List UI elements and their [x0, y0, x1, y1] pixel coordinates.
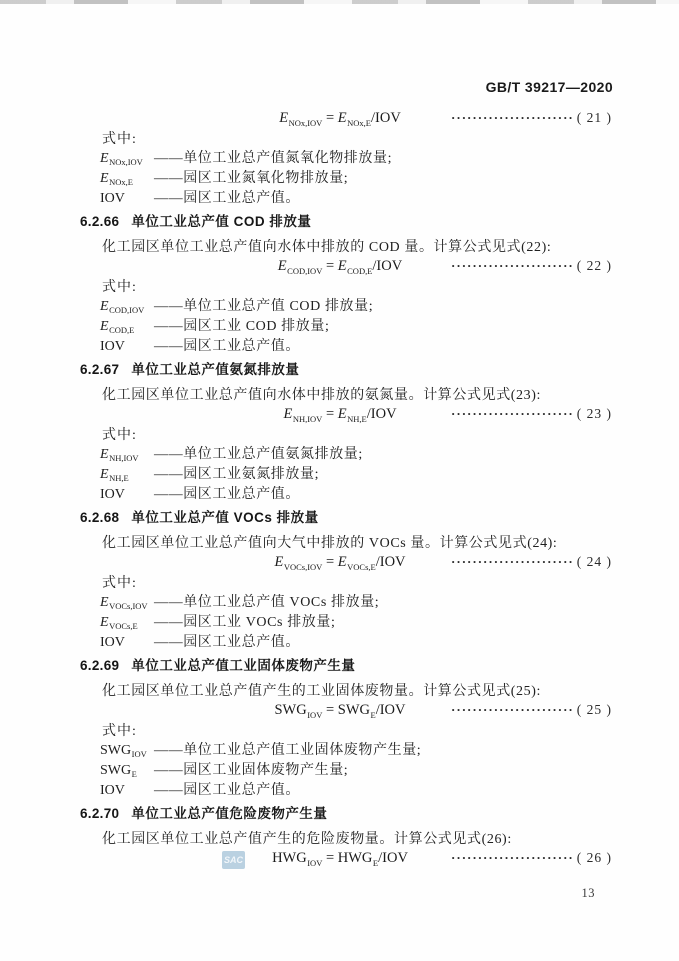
formula-text: /IOV [372, 258, 403, 274]
formula-text: IOV [100, 783, 125, 798]
where-label: 式中: [102, 428, 137, 443]
section-title: 单位工业总产值 COD 排放量 [131, 214, 312, 230]
section-heading [80, 805, 612, 823]
definition-term [100, 616, 154, 631]
definition-description: ——园区工业总产值。 [154, 487, 300, 502]
definition-row [100, 337, 612, 357]
definition-description: ——单位工业总产值工业固体废物产生量; [154, 743, 422, 758]
section-number: 6.2.66 [80, 214, 120, 230]
equation-number: ( 23 ) [576, 406, 612, 421]
definition-row [100, 317, 612, 337]
section-number: 6.2.68 [80, 510, 120, 526]
variable-subscript: COD,IOV [287, 265, 323, 276]
section-heading [80, 213, 612, 231]
variable-base: E [279, 110, 289, 126]
variable-base: E [337, 554, 347, 570]
formula [279, 111, 401, 127]
content [80, 109, 612, 871]
variable-subscript: COD,E [109, 325, 135, 335]
section-title: 单位工业总产值氨氮排放量 [131, 362, 300, 378]
definition-row [100, 149, 612, 169]
formula-text: IOV [100, 339, 125, 354]
section-title: 单位工业总产值危险废物产生量 [131, 806, 328, 822]
formula-variable [100, 467, 129, 482]
definition-description: ——园区工业总产值。 [154, 339, 300, 354]
formula-text: /IOV [375, 554, 406, 570]
formula-text: IOV [100, 635, 125, 650]
variable-base: E [100, 170, 109, 186]
where-label: 式中: [102, 280, 137, 295]
variable-subscript: VOCs,IOV [109, 601, 148, 611]
definition-description: ——园区工业氨氮排放量; [154, 467, 320, 482]
variable-base: E [100, 614, 109, 630]
section-title: 单位工业总产值工业固体废物产生量 [131, 658, 356, 674]
variable-subscript: NH,IOV [292, 413, 323, 424]
formula-text: /IOV [378, 850, 408, 866]
formula-row [80, 849, 612, 869]
where-label: 式中: [102, 132, 137, 147]
formula [283, 407, 396, 423]
equation-leader [451, 851, 612, 866]
section-number: 6.2.69 [80, 658, 120, 674]
formula-variable [100, 595, 148, 610]
variable-base: SWG [100, 742, 132, 758]
formula [278, 259, 402, 275]
formula-variable [100, 763, 137, 778]
formula [274, 555, 405, 571]
variable-base: E [277, 258, 287, 274]
definition-term [100, 172, 154, 187]
equation-leader [451, 111, 612, 126]
equation-leader [451, 555, 612, 570]
formula-variable [338, 258, 373, 274]
variable-base: SWG [337, 702, 370, 718]
definition-description: ——园区工业 COD 排放量; [154, 319, 330, 334]
variable-base: HWG [337, 850, 373, 866]
definition-row [100, 485, 612, 505]
formula-variable [338, 406, 367, 422]
definition-description: ——园区工业氮氧化物排放量; [154, 171, 349, 186]
definition-paragraph: 化工园区单位工业总产值产生的危险废物量。计算公式见式(26): [102, 832, 512, 847]
formula-variable [338, 554, 376, 570]
section-number: 6.2.70 [80, 806, 120, 822]
formula [274, 703, 405, 719]
page-number: 13 [581, 886, 595, 900]
definition-term [100, 340, 154, 354]
variable-base: E [337, 406, 347, 422]
formula-variable [100, 299, 144, 314]
definition-term [100, 636, 154, 650]
section-heading [80, 657, 612, 675]
definition-term [100, 784, 154, 798]
variable-subscript: NOx,IOV [288, 117, 323, 128]
variable-subscript: NOx,IOV [109, 157, 143, 167]
definition-term [100, 744, 154, 759]
formula-variable [100, 615, 138, 630]
formula-variable [100, 743, 147, 758]
variable-subscript: IOV [307, 709, 323, 720]
leader-dots: ······················· [451, 406, 574, 421]
definition-row [100, 593, 612, 613]
definition-description: ——单位工业总产值 VOCs 排放量; [154, 595, 380, 610]
formula-variable [279, 110, 322, 126]
variable-subscript: IOV [307, 857, 323, 868]
variable-subscript: E [372, 857, 379, 868]
definition-description: ——单位工业总产值氨氮排放量; [154, 447, 363, 462]
definition-term [100, 596, 154, 611]
formula-variable [272, 850, 322, 866]
variable-base: HWG [272, 850, 307, 866]
where-label: 式中: [102, 576, 137, 591]
equation-leader [451, 407, 612, 422]
where-label: 式中: [102, 724, 137, 739]
formula [272, 851, 408, 867]
definition-description: ——园区工业总产值。 [154, 783, 300, 798]
formula-text: = [322, 110, 338, 126]
formula-variable [100, 447, 139, 462]
section-heading [80, 361, 612, 379]
leader-dots: ······················· [451, 702, 574, 717]
definition-description: ——单位工业总产值氮氧化物排放量; [154, 151, 393, 166]
formula-variable [283, 406, 322, 422]
formula-variable [100, 319, 134, 334]
definition-description: ——园区工业固体废物产生量; [154, 763, 349, 778]
formula-text: = [322, 702, 338, 718]
variable-subscript: E [370, 709, 376, 720]
variable-base: E [100, 298, 109, 314]
equation-number: ( 25 ) [576, 702, 612, 717]
formula-row [80, 701, 612, 721]
variable-base: SWG [274, 702, 307, 718]
leader-dots: ······················· [451, 554, 574, 569]
formula-text: /IOV [366, 406, 397, 422]
definition-term [100, 192, 154, 206]
formula-text: IOV [100, 487, 125, 502]
variable-base: E [283, 406, 293, 422]
formula-variable [338, 702, 376, 718]
definition-term [100, 152, 154, 167]
definition-row [100, 189, 612, 209]
equation-number: ( 24 ) [576, 554, 612, 569]
definition-paragraph: 化工园区单位工业总产值向水体中排放的氨氮量。计算公式见式(23): [102, 388, 542, 403]
definition-paragraph: 化工园区单位工业总产值向大气中排放的 VOCs 量。计算公式见式(24): [102, 536, 558, 551]
formula-variable [100, 171, 133, 186]
variable-base: E [337, 110, 347, 126]
formula-row [80, 405, 612, 425]
variable-subscript: NH,IOV [109, 453, 139, 463]
variable-subscript: NOx,E [347, 117, 371, 128]
definition-term [100, 300, 154, 315]
variable-subscript: NH,E [347, 413, 367, 424]
variable-subscript: VOCs,IOV [283, 561, 323, 572]
variable-base: E [100, 150, 109, 166]
formula-text: = [322, 406, 338, 422]
variable-subscript: NH,E [109, 473, 129, 483]
formula-variable [338, 850, 378, 866]
variable-base: E [100, 318, 109, 334]
section-number: 6.2.67 [80, 362, 120, 378]
formula-row [80, 257, 612, 277]
definition-description: ——单位工业总产值 COD 排放量; [154, 299, 374, 314]
definition-term [100, 468, 154, 483]
formula-text: /IOV [370, 110, 401, 126]
formula-text: = [322, 554, 338, 570]
equation-leader [451, 703, 612, 718]
definition-row [100, 465, 612, 485]
definition-row [100, 445, 612, 465]
variable-subscript: NOx,E [109, 177, 133, 187]
definition-row [100, 169, 612, 189]
leader-dots: ······················· [451, 850, 574, 865]
variable-subscript: COD,E [347, 265, 373, 276]
formula-text: IOV [100, 191, 125, 206]
variable-base: E [274, 554, 284, 570]
leader-dots: ······················· [451, 258, 574, 273]
definition-description: ——园区工业 VOCs 排放量; [154, 615, 336, 630]
equation-number: ( 22 ) [576, 258, 612, 273]
variable-subscript: E [131, 769, 137, 779]
definition-paragraph: 化工园区单位工业总产值产生的工业固体废物量。计算公式见式(25): [102, 684, 542, 699]
formula-text: = [322, 258, 338, 274]
definition-paragraph: 化工园区单位工业总产值向水体中排放的 COD 量。计算公式见式(22): [102, 240, 552, 255]
definition-row [100, 613, 612, 633]
variable-base: E [100, 446, 109, 462]
formula-variable [100, 151, 143, 166]
variable-base: SWG [100, 762, 132, 778]
variable-subscript: COD,IOV [109, 305, 145, 315]
definition-term [100, 448, 154, 463]
definition-description: ——园区工业总产值。 [154, 191, 300, 206]
definition-term [100, 764, 154, 779]
definition-row [100, 761, 612, 781]
standard-code-header: GB/T 39217—2020 [485, 79, 613, 95]
equation-leader [451, 259, 612, 274]
equation-number: ( 26 ) [576, 850, 612, 865]
variable-subscript: VOCs,E [347, 561, 376, 572]
variable-base: E [100, 594, 109, 610]
definition-term [100, 320, 154, 335]
definition-row [100, 297, 612, 317]
scan-artifact-top-edge [0, 0, 679, 4]
formula-row [80, 553, 612, 573]
definition-row [100, 633, 612, 653]
formula-text: = [322, 850, 338, 866]
formula-variable [278, 258, 323, 274]
definition-row [100, 741, 612, 761]
sac-watermark-logo: SAC [222, 851, 245, 869]
section-heading [80, 509, 612, 527]
variable-base: E [100, 466, 109, 482]
equation-number: ( 21 ) [576, 110, 612, 125]
definition-description: ——园区工业总产值。 [154, 635, 300, 650]
formula-variable [274, 702, 322, 718]
formula-variable [274, 554, 322, 570]
variable-subscript: VOCs,E [109, 621, 138, 631]
formula-row [80, 109, 612, 129]
variable-subscript: IOV [131, 749, 147, 759]
formula-variable [338, 110, 371, 126]
formula-text: /IOV [375, 702, 406, 718]
variable-base: E [337, 258, 347, 274]
definition-term [100, 488, 154, 502]
leader-dots: ······················· [451, 110, 574, 125]
definition-row [100, 781, 612, 801]
section-title: 单位工业总产值 VOCs 排放量 [131, 510, 319, 526]
